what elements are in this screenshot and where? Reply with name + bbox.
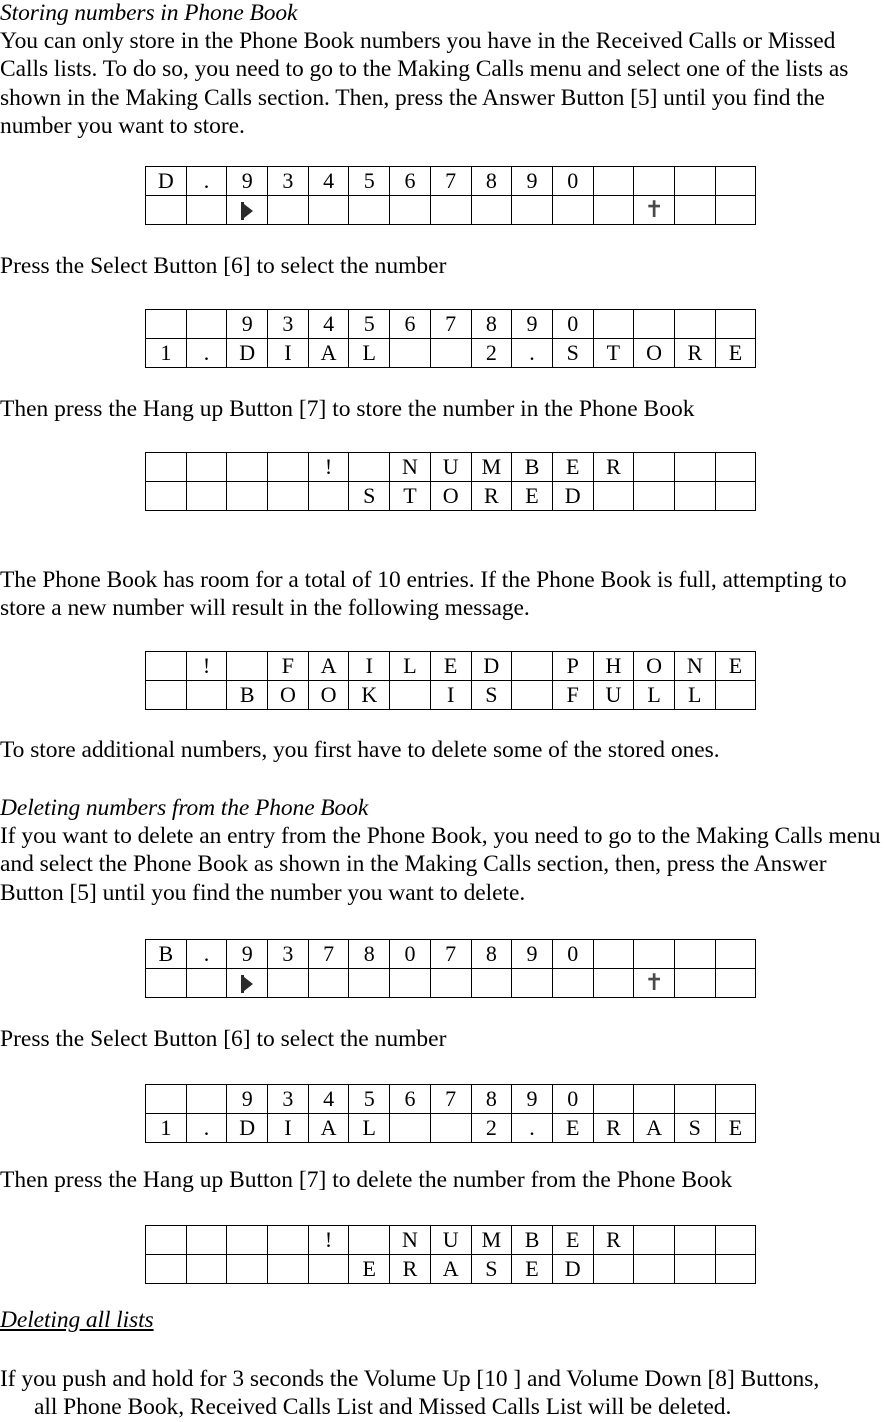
lcd-table-failed-phone-book-full-message [145, 651, 756, 710]
caption-text: Press the Select Button [6] to select the number [0, 253, 447, 279]
lcd-table-number-stored-message [145, 452, 756, 511]
lcd-table-dial-erase-menu [145, 1084, 756, 1143]
lcd-cell: S [674, 1114, 715, 1143]
lcd-cell [512, 652, 553, 681]
lcd-cell: R [593, 1226, 634, 1255]
table-row [146, 196, 756, 225]
lcd-cell: E [715, 652, 756, 681]
lcd-cell: F [552, 681, 593, 710]
lcd-cell: N [390, 1226, 431, 1255]
lcd-cell: A [308, 1114, 349, 1143]
lcd-cell [674, 196, 715, 225]
lcd-cell: 2 [471, 1114, 512, 1143]
caption-text: Press the Select Button [6] to select the number [0, 1026, 447, 1052]
lcd-cell: N [390, 453, 431, 482]
caption-text: Then press the Hang up Button [7] to delete the number from the Phone Book [0, 1167, 733, 1193]
lcd-cell: L [634, 681, 675, 710]
lcd-cell: 9 [227, 167, 268, 196]
lcd-cell: S [471, 1255, 512, 1284]
table-row [146, 310, 756, 339]
lcd-cell [308, 969, 349, 998]
lcd-cell: M [471, 453, 512, 482]
lcd-cell [634, 453, 675, 482]
lcd-cell [634, 482, 675, 511]
lcd-cell: 6 [390, 167, 431, 196]
lcd-cell [268, 196, 309, 225]
lcd-cell: 0 [552, 167, 593, 196]
lcd-cell [186, 1226, 227, 1255]
lcd-cell [715, 453, 756, 482]
lcd-cell: . [186, 1114, 227, 1143]
lcd-cell [146, 681, 187, 710]
lcd-cell [471, 969, 512, 998]
lcd-cell: D [471, 652, 512, 681]
lcd-cell [552, 196, 593, 225]
lcd-cell [715, 940, 756, 969]
lcd-cell: T [593, 339, 634, 368]
lcd-cell [390, 1114, 431, 1143]
lcd-cell [146, 1255, 187, 1284]
lcd-cell [634, 940, 675, 969]
lcd-cell: . [512, 1114, 553, 1143]
lcd-cell [593, 1255, 634, 1284]
lcd-cell [390, 196, 431, 225]
lcd-cell: 0 [552, 940, 593, 969]
lcd-cell [227, 1226, 268, 1255]
lcd-cell: R [390, 1255, 431, 1284]
lcd-cell: S [349, 482, 390, 511]
lcd-cell: E [552, 1114, 593, 1143]
table-row [146, 339, 756, 368]
lcd-cell [308, 1255, 349, 1284]
lcd-table-number-erased-message [145, 1225, 756, 1284]
lcd-cell: K [349, 681, 390, 710]
lcd-cell: 4 [308, 167, 349, 196]
lcd-cell: 7 [430, 310, 471, 339]
lcd-cell: I [349, 652, 390, 681]
lcd-cell: 8 [471, 940, 512, 969]
lcd-cell: O [430, 482, 471, 511]
arrow-pointer-icon [241, 974, 254, 994]
lcd-cell [186, 196, 227, 225]
lcd-cell: ! [186, 652, 227, 681]
lcd-cell: 8 [471, 310, 512, 339]
lcd-cell [593, 482, 634, 511]
lcd-cell: E [349, 1255, 390, 1284]
lcd-cell: D [552, 1255, 593, 1284]
lcd-cell [430, 1114, 471, 1143]
lcd-cell [634, 167, 675, 196]
lcd-cell [186, 1255, 227, 1284]
lcd-cell: 3 [268, 940, 309, 969]
lcd-cell-arrow [227, 196, 268, 225]
lcd-cell [268, 482, 309, 511]
lcd-cell: I [268, 1114, 309, 1143]
lcd-cell [186, 969, 227, 998]
lcd-table-body [146, 1085, 756, 1143]
lcd-cell [593, 969, 634, 998]
lcd-cell [390, 339, 431, 368]
lcd-cell: 9 [512, 310, 553, 339]
lcd-cell: 3 [268, 167, 309, 196]
lcd-cell: E [512, 1255, 553, 1284]
table-row [146, 940, 756, 969]
lcd-cell: 0 [390, 940, 431, 969]
lcd-table-body [146, 453, 756, 511]
lcd-cell [349, 969, 390, 998]
lcd-cell-arrow [227, 969, 268, 998]
lcd-cell [593, 196, 634, 225]
lcd-cell [430, 339, 471, 368]
paragraph-store-additional [0, 736, 720, 764]
lcd-cell [634, 1226, 675, 1255]
lcd-cell [715, 167, 756, 196]
lcd-cell [634, 1085, 675, 1114]
lcd-cell: 6 [390, 310, 431, 339]
caption-hangup-delete [0, 1166, 732, 1194]
lcd-cell [186, 1085, 227, 1114]
lcd-cell [715, 1226, 756, 1255]
lcd-cell: . [186, 167, 227, 196]
lcd-cell [674, 1085, 715, 1114]
lcd-cell: T [390, 482, 431, 511]
lcd-cell: R [674, 339, 715, 368]
paragraph-text: If you want to delete an entry from the Phone Book, you need to go to the Making Calls menu and select the Phone Book as shown in the Making Calls section, then, press the Answer Button [5] until you find the number you want to delete. [0, 823, 881, 906]
lcd-cell: D [146, 167, 187, 196]
paragraph-deleting-body [0, 822, 885, 907]
paragraph-text-line2: all Phone Book, Received Calls List and Missed Calls List will be deleted. [34, 1394, 732, 1421]
lcd-cell [349, 453, 390, 482]
lcd-cell: O [308, 681, 349, 710]
lcd-cell: N [674, 652, 715, 681]
lcd-cell: 4 [308, 310, 349, 339]
lcd-cell: L [674, 681, 715, 710]
lcd-cell [430, 969, 471, 998]
lcd-cell: U [430, 1226, 471, 1255]
caption-select-button-2 [0, 1025, 446, 1053]
lcd-cell: 9 [227, 1085, 268, 1114]
lcd-cell [227, 453, 268, 482]
lcd-cell [715, 681, 756, 710]
lcd-cell [674, 1226, 715, 1255]
caption-select-button-1 [0, 252, 446, 280]
table-row [146, 167, 756, 196]
lcd-cell: B [146, 940, 187, 969]
lcd-table-body [146, 310, 756, 368]
lcd-cell: O [634, 339, 675, 368]
lcd-table-body [146, 167, 756, 225]
arrow-pointer-icon [241, 201, 254, 221]
lcd-cell: U [430, 453, 471, 482]
paragraph-phonebook-capacity [0, 566, 885, 623]
lcd-cell: 1 [146, 1114, 187, 1143]
lcd-cell [715, 969, 756, 998]
lcd-cell [715, 1085, 756, 1114]
lcd-cell: 0 [552, 1085, 593, 1114]
lcd-cell: S [471, 681, 512, 710]
lcd-cell [674, 167, 715, 196]
table-row [146, 1255, 756, 1284]
cross-dagger-icon: ✝ [644, 970, 664, 997]
lcd-cell [674, 1255, 715, 1284]
lcd-cell: F [268, 652, 309, 681]
caption-text: Then press the Hang up Button [7] to store the number in the Phone Book [0, 396, 695, 422]
lcd-cell: E [552, 1226, 593, 1255]
lcd-cell: I [268, 339, 309, 368]
lcd-cell: 9 [512, 1085, 553, 1114]
lcd-cell: A [430, 1255, 471, 1284]
lcd-cell: . [512, 339, 553, 368]
paragraph-text: To store additional numbers, you first have to delete some of the stored ones. [0, 737, 720, 763]
lcd-cell: ! [308, 453, 349, 482]
lcd-cell [593, 1085, 634, 1114]
lcd-table-received-call-display [145, 166, 756, 225]
lcd-cell: A [634, 1114, 675, 1143]
table-row [146, 482, 756, 511]
lcd-cell [349, 1226, 390, 1255]
lcd-cell: 9 [512, 167, 553, 196]
lcd-cell [674, 310, 715, 339]
lcd-cell: U [593, 681, 634, 710]
lcd-cell: 7 [430, 940, 471, 969]
lcd-cell: 5 [349, 1085, 390, 1114]
lcd-cell [186, 482, 227, 511]
lcd-cell-cross [634, 196, 675, 225]
lcd-cell: M [471, 1226, 512, 1255]
lcd-cell: 5 [349, 167, 390, 196]
lcd-cell [390, 969, 431, 998]
lcd-cell [186, 453, 227, 482]
lcd-cell: B [227, 681, 268, 710]
lcd-cell: D [227, 1114, 268, 1143]
lcd-cell [674, 453, 715, 482]
lcd-cell [674, 969, 715, 998]
lcd-cell: 7 [308, 940, 349, 969]
lcd-cell: 2 [471, 339, 512, 368]
lcd-cell: L [349, 339, 390, 368]
lcd-cell: E [430, 652, 471, 681]
lcd-cell [512, 196, 553, 225]
lcd-cell [146, 1085, 187, 1114]
lcd-cell [390, 681, 431, 710]
paragraph-text: The Phone Book has room for a total of 10 entries. If the Phone Book is full, attempting to store a new number will result in the following message. [0, 567, 847, 622]
lcd-cell: . [186, 339, 227, 368]
paragraph-text: You can only store in the Phone Book numbers you have in the Received Calls or Missed Calls lists. To do so, you need to go to the Making Calls menu and select one of the lists as shown in the Making Calls section. Then, press the Answer Button [5] until you find the number you want to store. [0, 28, 849, 139]
heading-text: Deleting all lists [0, 1307, 154, 1333]
lcd-cell: 8 [471, 1085, 512, 1114]
lcd-cell: 1 [146, 339, 187, 368]
table-row [146, 453, 756, 482]
table-row [146, 1085, 756, 1114]
lcd-cell [674, 482, 715, 511]
lcd-cell [146, 196, 187, 225]
lcd-cell [593, 167, 634, 196]
lcd-cell [146, 310, 187, 339]
caption-hangup-store [0, 395, 694, 423]
section-heading-storing [0, 0, 297, 27]
lcd-cell: 5 [349, 310, 390, 339]
lcd-cell [512, 969, 553, 998]
lcd-cell: I [430, 681, 471, 710]
lcd-cell: L [349, 1114, 390, 1143]
paragraph-text-line1: If you push and hold for 3 seconds the Volume Up [10 ] and Volume Down [8] Buttons, [0, 1366, 820, 1392]
lcd-cell: 7 [430, 167, 471, 196]
lcd-cell [268, 1226, 309, 1255]
heading-text: Deleting numbers from the Phone Book [0, 795, 369, 821]
paragraph-deleting-all-body [0, 1365, 885, 1422]
lcd-cell [715, 1255, 756, 1284]
lcd-cell: 0 [552, 310, 593, 339]
lcd-cell: D [227, 339, 268, 368]
lcd-cell: R [471, 482, 512, 511]
lcd-cell: E [715, 339, 756, 368]
lcd-cell [146, 482, 187, 511]
table-row [146, 652, 756, 681]
lcd-cell: 9 [512, 940, 553, 969]
lcd-table-body [146, 940, 756, 998]
lcd-cell: ! [308, 1226, 349, 1255]
lcd-cell [186, 310, 227, 339]
lcd-cell [146, 1226, 187, 1255]
table-row [146, 1226, 756, 1255]
lcd-cell: A [308, 652, 349, 681]
lcd-cell: P [552, 652, 593, 681]
lcd-cell: 4 [308, 1085, 349, 1114]
lcd-cell [146, 453, 187, 482]
lcd-cell: O [634, 652, 675, 681]
heading-text: Storing numbers in Phone Book [0, 0, 298, 26]
lcd-cell: 3 [268, 1085, 309, 1114]
lcd-cell [430, 196, 471, 225]
lcd-cell: . [186, 940, 227, 969]
lcd-cell [227, 652, 268, 681]
lcd-cell [634, 1255, 675, 1284]
lcd-cell: 3 [268, 310, 309, 339]
lcd-cell [512, 681, 553, 710]
lcd-cell: R [593, 1114, 634, 1143]
section-heading-deleting [0, 794, 368, 822]
lcd-cell [308, 482, 349, 511]
lcd-cell [146, 969, 187, 998]
lcd-cell: A [308, 339, 349, 368]
lcd-table-body [146, 1226, 756, 1284]
lcd-cell: H [593, 652, 634, 681]
lcd-cell [268, 453, 309, 482]
table-row [146, 969, 756, 998]
lcd-cell: 6 [390, 1085, 431, 1114]
lcd-cell [349, 196, 390, 225]
lcd-cell [227, 482, 268, 511]
lcd-cell: E [512, 482, 553, 511]
lcd-cell [471, 196, 512, 225]
lcd-table-dial-store-menu [145, 309, 756, 368]
lcd-cell: D [552, 482, 593, 511]
lcd-cell: S [552, 339, 593, 368]
lcd-cell: 7 [430, 1085, 471, 1114]
section-heading-deleting-all-lists [0, 1306, 154, 1334]
lcd-cell: 9 [227, 310, 268, 339]
lcd-cell [593, 310, 634, 339]
lcd-cell [552, 969, 593, 998]
lcd-cell [674, 940, 715, 969]
lcd-cell: 8 [349, 940, 390, 969]
lcd-cell [268, 1255, 309, 1284]
cross-dagger-icon: ✝ [644, 197, 664, 224]
lcd-cell: B [512, 1226, 553, 1255]
table-row [146, 681, 756, 710]
lcd-cell [715, 196, 756, 225]
lcd-table-phonebook-entry-display [145, 939, 756, 998]
lcd-cell [308, 196, 349, 225]
lcd-cell [227, 1255, 268, 1284]
lcd-cell [593, 940, 634, 969]
lcd-cell: R [593, 453, 634, 482]
lcd-cell: O [268, 681, 309, 710]
lcd-table-body [146, 652, 756, 710]
lcd-cell [268, 969, 309, 998]
lcd-cell: E [552, 453, 593, 482]
lcd-cell [186, 681, 227, 710]
table-row [146, 1114, 756, 1143]
lcd-cell: B [512, 453, 553, 482]
lcd-cell: 9 [227, 940, 268, 969]
lcd-cell: L [390, 652, 431, 681]
lcd-cell [146, 652, 187, 681]
lcd-cell: E [715, 1114, 756, 1143]
lcd-cell-cross [634, 969, 675, 998]
lcd-cell [715, 310, 756, 339]
paragraph-storing-body [0, 27, 885, 140]
lcd-cell [715, 482, 756, 511]
lcd-cell [634, 310, 675, 339]
lcd-cell: 8 [471, 167, 512, 196]
